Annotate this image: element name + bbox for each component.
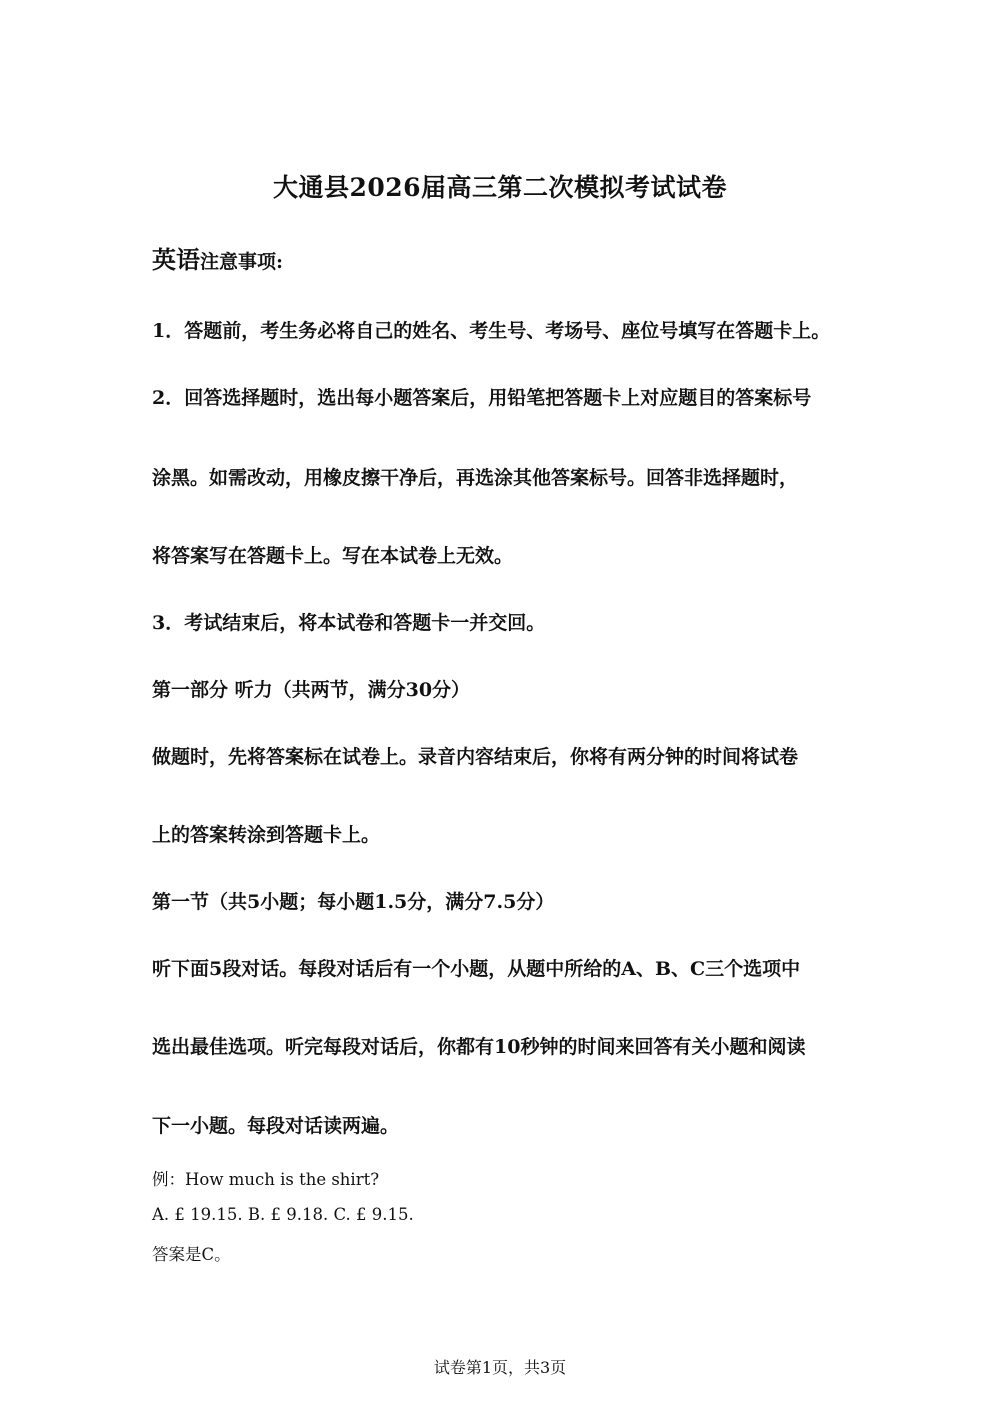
instruction-1: 1．答题前，考生务必将自己的姓名、考生号、考场号、座位号填写在答题卡上。 <box>152 320 831 342</box>
example-question: 例：How much is the shirt? <box>152 1170 380 1189</box>
part1-desc-line-1: 做题时，先将答案标在试卷上。录音内容结束后，你将有两分钟的时间将试卷 <box>152 746 799 768</box>
exam-title: 大通县2026届高三第二次模拟考试试卷 <box>272 173 728 202</box>
section1-desc-line-1: 听下面5段对话。每段对话后有一个小题，从题中所给的A、B、C三个选项中 <box>152 958 801 980</box>
part1-desc-line-2: 上的答案转涂到答题卡上。 <box>152 824 381 846</box>
section1-heading: 第一节（共5小题；每小题1.5分，满分7.5分） <box>152 891 555 913</box>
subject-line <box>152 240 283 275</box>
example-answer: 答案是C。 <box>152 1245 231 1264</box>
instruction-2-cont-1: 涂黑。如需改动，用橡皮擦干净后，再选涂其他答案标号。回答非选择题时， <box>152 467 799 489</box>
instruction-2: 2．回答选择题时，选出每小题答案后，用铅笔把答题卡上对应题目的答案标号 <box>152 387 812 409</box>
section1-desc-line-3: 下一小题。每段对话读两遍。 <box>152 1115 400 1137</box>
part1-heading: 第一部分 听力（共两节，满分30分） <box>152 679 471 701</box>
instruction-2-cont-2: 将答案写在答题卡上。写在本试卷上无效。 <box>152 545 514 567</box>
page-footer: 试卷第1页，共3页 <box>433 1358 567 1377</box>
instruction-3: 3．考试结束后，将本试卷和答题卡一并交回。 <box>152 612 546 634</box>
section1-desc-line-2: 选出最佳选项。听完每段对话后，你都有10秒钟的时间来回答有关小题和阅读 <box>152 1036 806 1058</box>
example-options: A. £ 19.15. B. £ 9.18. C. £ 9.15. <box>152 1205 414 1224</box>
notes-label: 注意事项: <box>200 251 284 273</box>
subject-label: 英语 <box>152 245 200 274</box>
